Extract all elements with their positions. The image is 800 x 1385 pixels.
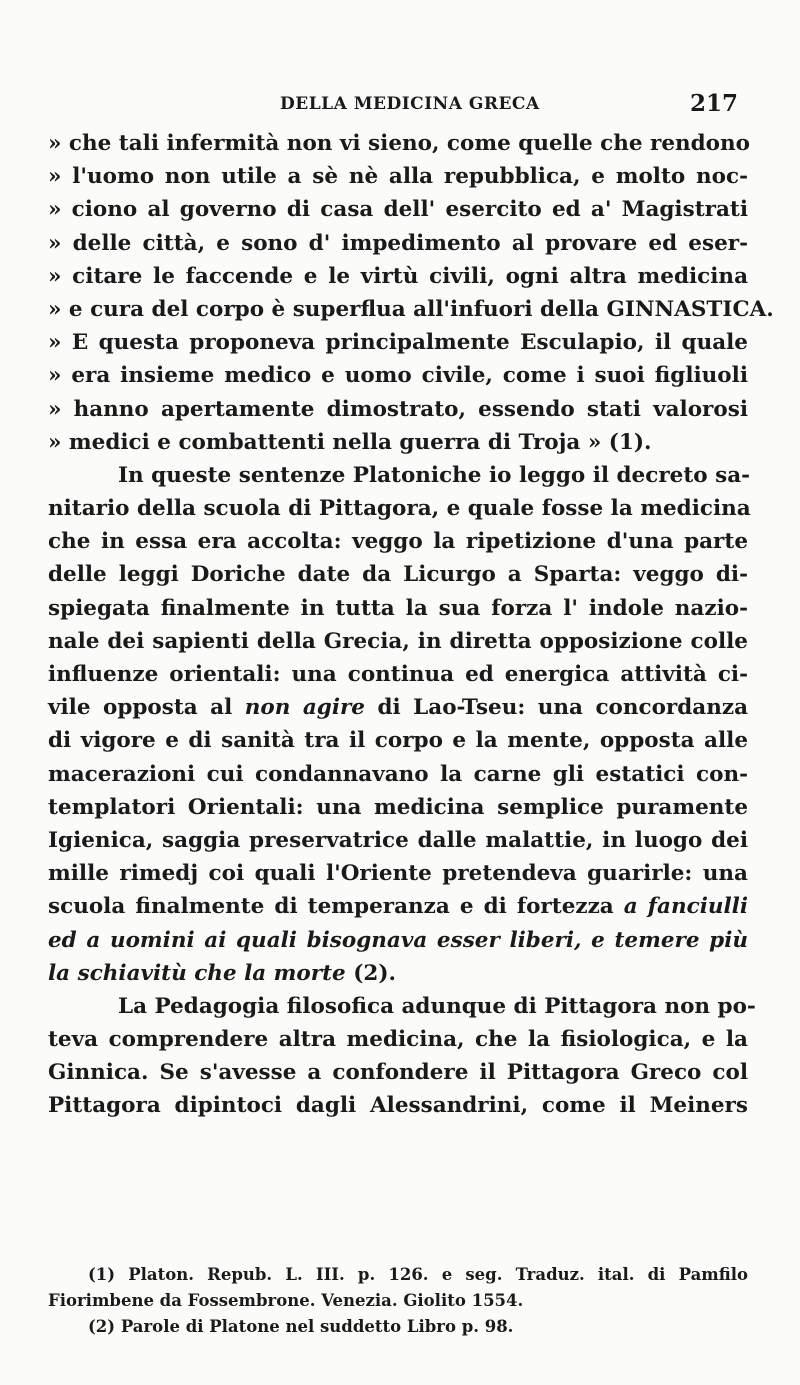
text-segment: scuola finalmente di temperanza e di fortezza <box>48 894 624 920</box>
text-segment: di Lao-Tseu: una concordanza <box>365 695 748 721</box>
text-segment: (2). <box>345 960 396 986</box>
footnote-line: (1) Platon. Repub. L. III. p. 126. e seg. Traduz. ital. di Pamfilo <box>88 1265 748 1284</box>
text-line: » e cura del corpo è superflua all'infuori della GINNASTICA. <box>48 296 774 322</box>
text-line: templatori Orientali: una medicina semplice puramente <box>48 794 748 820</box>
text-line: macerazioni cui condannavano la carne gli estatici con- <box>48 761 748 787</box>
page-number: 217 <box>689 90 738 117</box>
text-line: » l'uomo non utile a sè nè alla repubblica, e molto noc- <box>48 164 748 190</box>
text-line: ed a uomini ai quali bisognava esser liberi, e temere più <box>48 927 748 953</box>
text-line: mille rimedj coi quali l'Oriente pretendeva guarirle: una <box>48 861 748 887</box>
running-head: DELLA MEDICINA GRECA <box>280 94 540 114</box>
text-line: spiegata finalmente in tutta la sua forza l' indole nazio- <box>48 595 748 621</box>
footnotes <box>48 1262 748 1340</box>
text-line: » delle città, e sono d' impedimento al provare ed eser- <box>48 230 748 256</box>
text-line: La Pedagogia filosofica adunque di Pittagora non po- <box>118 993 756 1019</box>
footnote-line: (2) Parole di Platone nel suddetto Libro p. 98. <box>88 1317 514 1336</box>
text-line: » medici e combattenti nella guerra di Troja » (1). <box>48 429 652 455</box>
text-line: di vigore e di sanità tra il corpo e la mente, opposta alle <box>48 728 748 754</box>
text-line: Igienica, saggia preservatrice dalle malattie, in luogo dei <box>48 827 748 853</box>
text-segment: vile opposta al <box>48 695 245 721</box>
text-line <box>48 890 748 923</box>
text-line: In queste sentenze Platoniche io leggo il decreto sa- <box>118 462 751 488</box>
page-header <box>48 90 738 122</box>
italic-phrase: a fanciulli <box>623 894 748 920</box>
footnote-line: Fiorimbene da Fossembrone. Venezia. Giolito 1554. <box>48 1291 524 1310</box>
text-line: influenze orientali: una continua ed energica attività ci- <box>48 662 748 687</box>
text-line: » ciono al governo di casa dell' esercito ed a' Magistrati <box>48 197 748 223</box>
text-line: » citare le faccende e le virtù civili, ogni altra medicina <box>48 263 748 289</box>
body-text <box>48 127 774 1123</box>
text-line: che in essa era accolta: veggo la ripetizione d'una parte <box>48 529 748 555</box>
text-line: » che tali infermità non vi sieno, come quelle che rendono <box>48 131 750 156</box>
text-line <box>48 957 748 990</box>
text-line: nitario della scuola di Pittagora, e quale fosse la medicina <box>48 496 751 522</box>
text-line: teva comprendere altra medicina, che la fisiologica, e la <box>48 1027 748 1053</box>
text-line: » hanno apertamente dimostrato, essendo stati valorosi <box>48 396 748 422</box>
text-line: » E questa proponeva principalmente Esculapio, il quale <box>48 330 748 356</box>
italic-phrase: non agire <box>244 695 365 721</box>
italic-phrase: la schiavitù che la morte <box>48 960 346 986</box>
text-line: delle leggi Doriche date da Licurgo a Sparta: veggo di- <box>48 562 748 588</box>
text-line: Ginnica. Se s'avesse a confondere il Pittagora Greco col <box>48 1060 748 1086</box>
text-line: » era insieme medico e uomo civile, come i suoi figliuoli <box>48 363 748 389</box>
text-line: nale dei sapienti della Grecia, in diretta opposizione colle <box>48 628 748 654</box>
text-line: Pittagora dipintoci dagli Alessandrini, come il Meiners <box>48 1093 748 1119</box>
text-line <box>48 691 748 724</box>
